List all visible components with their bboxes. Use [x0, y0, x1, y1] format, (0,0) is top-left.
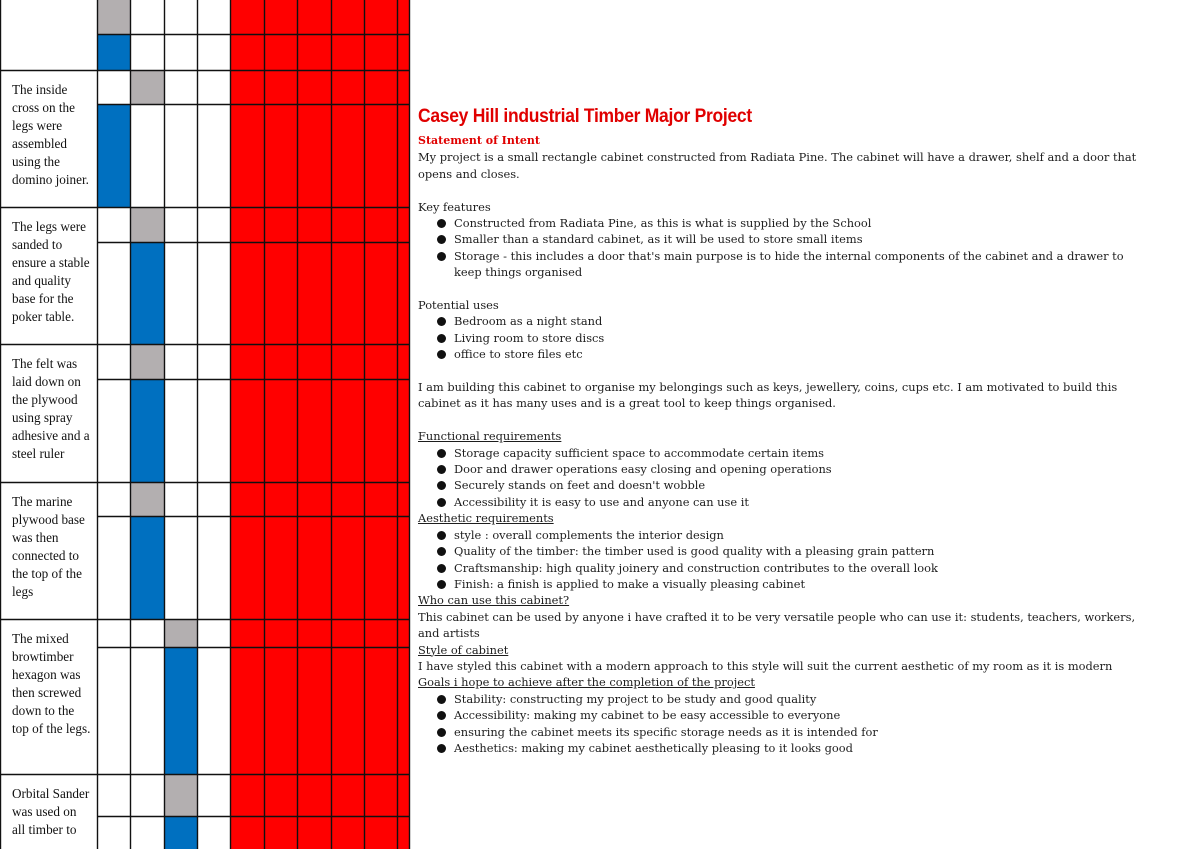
red-schedule-block	[230, 0, 409, 849]
actual-cell	[97, 34, 130, 70]
list-item: Constructed from Radiata Pine, as this is what is supplied by the School	[418, 215, 1138, 231]
intro-paragraph: My project is a small rectangle cabinet constructed from Radiata Pine. The cabinet will have a drawer, shelf and a door that opens and closes.	[418, 150, 1137, 181]
list-item: Accessibility it is easy to use and anyone can use it	[418, 494, 1138, 510]
list-item: Bedroom as a night stand	[418, 313, 1138, 329]
list-item: Craftsmanship: high quality joinery and construction contributes to the overall look	[418, 560, 1138, 576]
list-item: Quality of the timber: the timber used is good quality with a pleasing grain pattern	[418, 543, 1138, 559]
statement-of-intent	[418, 104, 1138, 756]
step-description: The marine plywood base was then connected to the top of the legs	[12, 494, 85, 599]
section-subtitle: Statement of Intent	[418, 134, 540, 147]
list-item: Finish: a finish is applied to make a visually pleasing cabinet	[418, 576, 1138, 592]
who-heading: Who can use this cabinet?	[418, 593, 570, 608]
list-item: style : overall complements the interior design	[418, 527, 1138, 543]
actual-cell	[130, 379, 164, 482]
planned-cell	[97, 0, 130, 34]
planned-cell	[130, 207, 164, 242]
actual-cell	[164, 816, 197, 849]
list-item: Storage capacity sufficient space to accommodate certain items	[418, 445, 1138, 461]
step-description: The inside cross on the legs were assembled using the domino joiner.	[12, 82, 89, 187]
list-item: Aesthetics: making my cabinet aesthetically pleasing to it looks good	[418, 740, 1138, 756]
aesthetic-heading: Aesthetic requirements	[418, 511, 554, 526]
goals-list	[418, 691, 1138, 757]
gantt-table	[0, 0, 412, 849]
list-item: Living room to store discs	[418, 330, 1138, 346]
page-title: Casey Hill industrial Timber Major Project	[418, 106, 752, 127]
functional-heading: Functional requirements	[418, 429, 562, 444]
list-item: Storage - this includes a door that's main purpose is to hide the internal components of the cabinet and a drawer to keep things organised	[418, 248, 1138, 281]
style-heading: Style of cabinet	[418, 642, 509, 657]
step-description: The mixed browtimber hexagon was then screwed down to the top of the legs.	[12, 631, 91, 736]
actual-cell	[97, 104, 130, 207]
actual-cell	[164, 647, 197, 774]
list-item: Securely stands on feet and doesn't wobble	[418, 477, 1138, 493]
planned-cell	[164, 774, 197, 816]
step-description: The legs were sanded to ensure a stable and quality base for the poker table.	[12, 219, 90, 324]
actual-cell	[130, 516, 164, 619]
actual-cell	[130, 242, 164, 344]
goals-heading: Goals i hope to achieve after the completion of the project	[418, 675, 755, 690]
list-item: Smaller than a standard cabinet, as it will be used to store small items	[418, 231, 1138, 247]
list-item: office to store files etc	[418, 346, 1138, 362]
step-description: Orbital Sander was used on all timber to	[12, 786, 90, 837]
key-features-heading: Key features	[418, 199, 491, 214]
planned-cell	[130, 482, 164, 516]
style-paragraph: I have styled this cabinet with a modern approach to this style will suit the current aesthetic of my room as it is modern	[418, 658, 1113, 673]
planned-cell	[164, 619, 197, 647]
planned-cell	[130, 344, 164, 379]
potential-uses-heading: Potential uses	[418, 298, 499, 313]
functional-list	[418, 445, 1138, 511]
list-item: Accessibility: making my cabinet to be easy accessible to everyone	[418, 707, 1138, 723]
list-item: Stability: constructing my project to be study and good quality	[418, 691, 1138, 707]
motivation-paragraph: I am building this cabinet to organise my belongings such as keys, jewellery, coins, cups etc. I am motivated to build this cabinet as it has many uses and is a great tool to keep things organised.	[418, 380, 1118, 411]
list-item: ensuring the cabinet meets its specific storage needs as it is intended for	[418, 724, 1138, 740]
who-paragraph: This cabinet can be used by anyone i have crafted it to be very versatile people who can use it: students, teachers, workers, and artists	[418, 609, 1136, 641]
list-item: Door and drawer operations easy closing and opening operations	[418, 461, 1138, 477]
step-description: The felt was laid down on the plywood using spray adhesive and a steel ruler	[12, 356, 90, 461]
planned-cell	[130, 70, 164, 104]
key-features-list	[418, 215, 1138, 281]
potential-uses-list	[418, 313, 1138, 362]
aesthetic-list	[418, 527, 1138, 593]
